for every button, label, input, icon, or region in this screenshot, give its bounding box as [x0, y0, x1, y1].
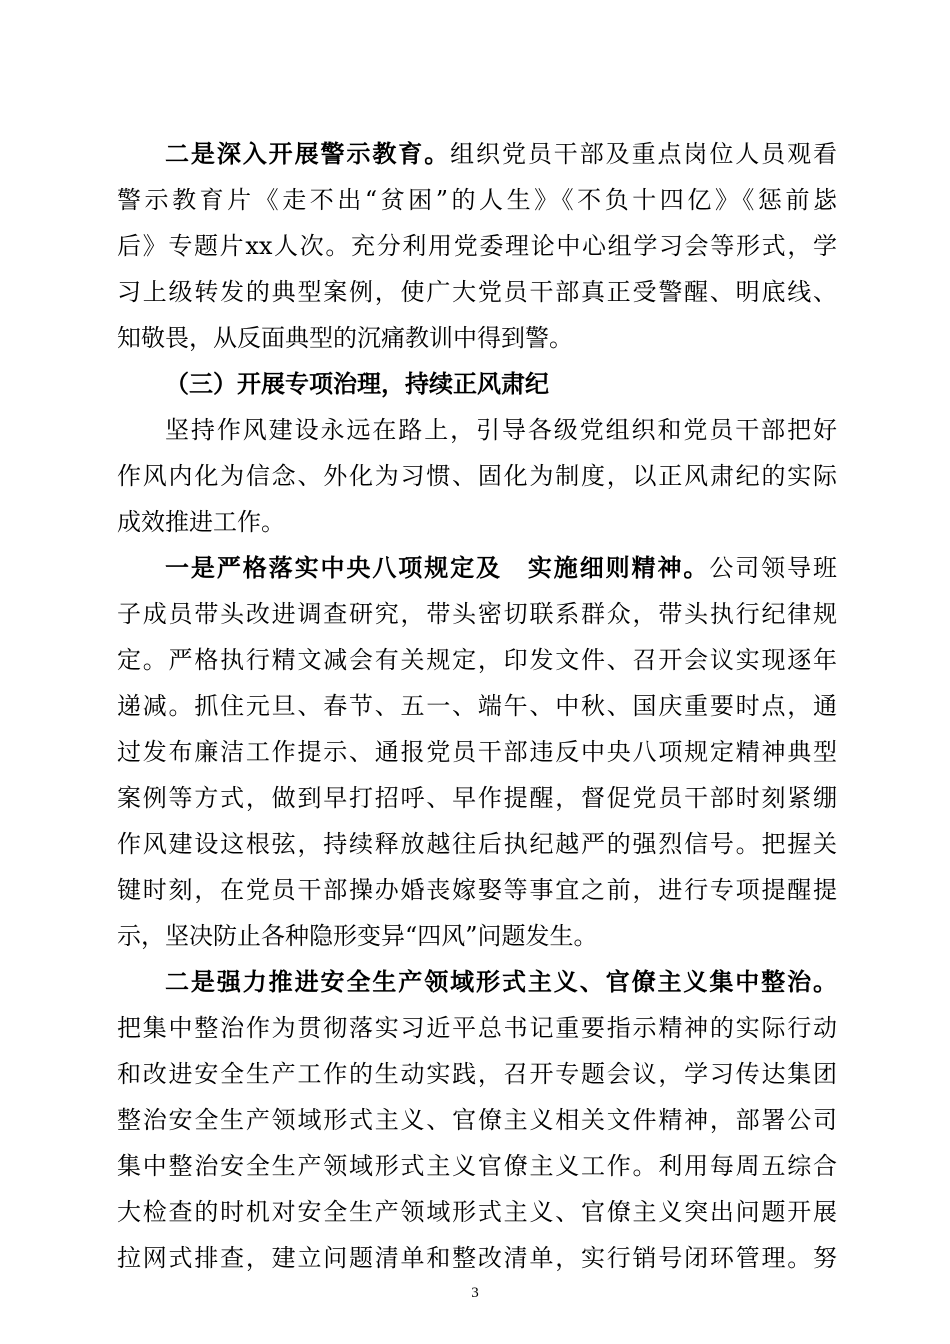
- paragraph-lead-bold: 二是强力推进安全生产领域形式主义、官僚主义集中整治。: [165, 967, 837, 996]
- paragraph-line: 示，坚决防止各种隐形变异“四风”问题发生。: [117, 922, 598, 950]
- paragraph-line: 键时刻，在党员干部操办婚丧嫁娶等事宜之前，进行专项提醒提: [117, 876, 837, 904]
- paragraph-line: 和改进安全生产工作的生动实践，召开专题会议，学习传达集团: [117, 1060, 837, 1088]
- paragraph-line: 整治安全生产领域形式主义、官僚主义相关文件精神，部署公司: [117, 1106, 837, 1134]
- paragraph-line: 作风建设这根弦，持续释放越往后执纪越严的强烈信号。把握关: [117, 830, 837, 858]
- paragraph-line: 定。严格执行精文减会有关规定，印发文件、召开会议实现逐年: [117, 646, 837, 674]
- paragraph-line: 警示教育片《走不出“贫困”的人生》《不负十四亿》《惩前毖: [117, 186, 837, 214]
- paragraph-line: 作风内化为信念、外化为习惯、固化为制度，以正风肃纪的实际: [117, 462, 837, 490]
- paragraph-line: 习上级转发的典型案例，使广大党员干部真正受警醒、明底线、: [117, 278, 837, 306]
- paragraph-line: [165, 137, 837, 171]
- paragraph-lead-bold: 一是严格落实中央八项规定及 实施细则精神。: [165, 553, 710, 582]
- paragraph-line: 大检查的时机对安全生产领域形式主义、官僚主义突出问题开展: [117, 1198, 837, 1226]
- paragraph-line: 后》专题片xx人次。充分利用党委理论中心组学习会等形式，学: [117, 232, 837, 260]
- paragraph-line: 把集中整治作为贯彻落实习近平总书记重要指示精神的实际行动: [117, 1014, 837, 1042]
- paragraph-line: 递减。抓住元旦、春节、五一、端午、中秋、国庆重要时点，通: [117, 692, 837, 720]
- paragraph-line: 子成员带头改进调查研究，带头密切联系群众，带头执行纪律规: [117, 600, 837, 628]
- paragraph-line: 拉网式排查，建立问题清单和整改清单，实行销号闭环管理。努: [117, 1244, 837, 1272]
- paragraph-line: 坚持作风建设永远在路上，引导各级党组织和党员干部把好: [165, 416, 837, 444]
- paragraph-line: 过发布廉洁工作提示、通报党员干部违反中央八项规定精神典型: [117, 738, 837, 766]
- paragraph-line: 案例等方式，做到早打招呼、早作提醒，督促党员干部时刻紧绷: [117, 784, 837, 812]
- paragraph-text: 公司领导班: [709, 554, 838, 582]
- paragraph-line: 集中整治安全生产领域形式主义官僚主义工作。利用每周五综合: [117, 1152, 837, 1180]
- paragraph-line: 知敬畏，从反面典型的沉痛教训中得到警。: [117, 324, 573, 352]
- paragraph-text: 组织党员干部及重点岗位人员观看: [450, 140, 838, 168]
- paragraph-lead-bold: 二是深入开展警示教育。: [165, 139, 451, 168]
- page-number: 3: [471, 1285, 479, 1301]
- section-heading: （三）开展专项治理，持续正风肃纪: [165, 369, 549, 398]
- paragraph-line: [165, 551, 837, 585]
- paragraph-line: 成效推进工作。: [117, 508, 285, 536]
